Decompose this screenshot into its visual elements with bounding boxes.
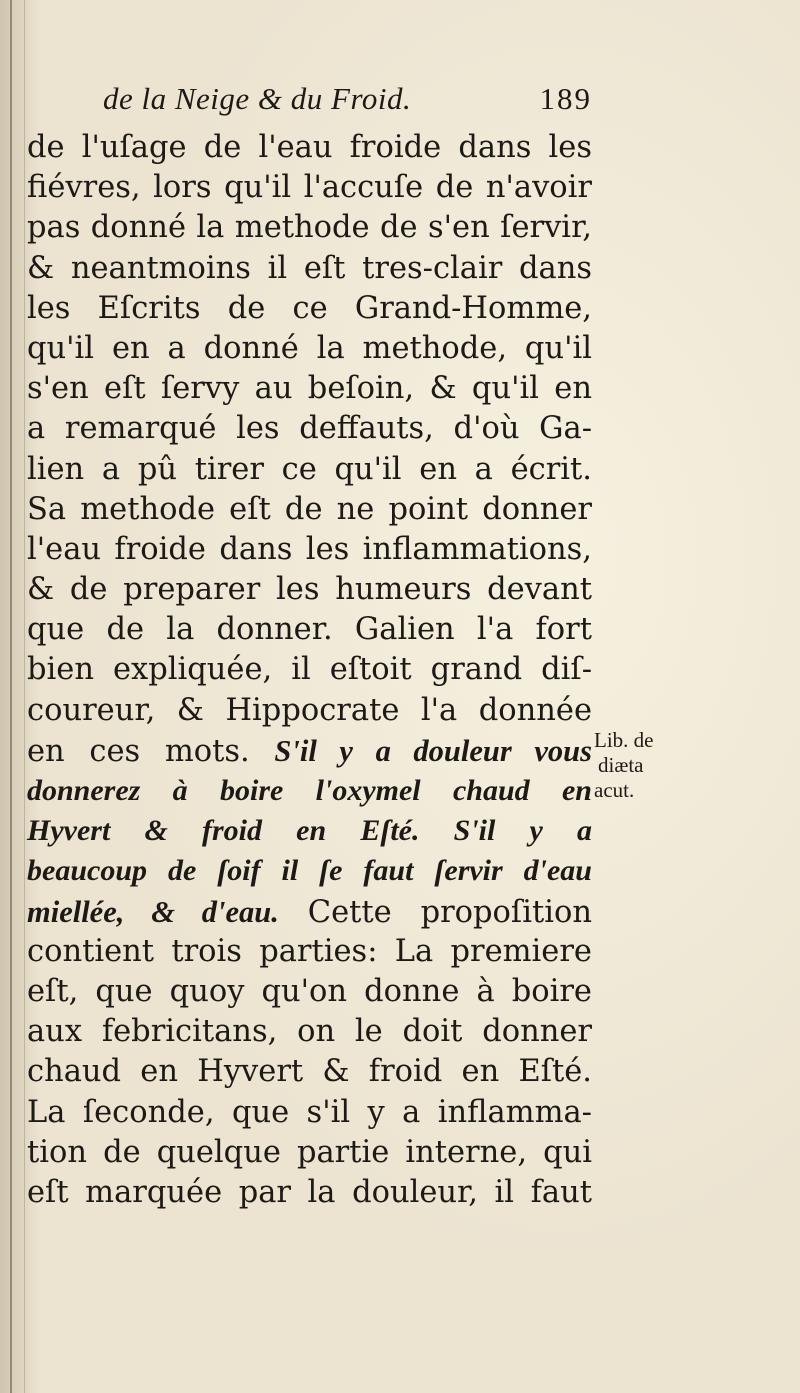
text-line: de l'uſage de l'eau froide dans les xyxy=(27,130,592,165)
text-line: lien a pû tirer ce qu'il en a écrit. xyxy=(27,451,592,487)
text-line: que de la donner. Galien l'a fort xyxy=(27,612,592,648)
text-line: pas donné la methode de s'en ſervir, xyxy=(27,210,592,246)
italic-quotation-line: donnerez à boire l'oxymel chaud en xyxy=(27,774,592,807)
text-segment: Cette propoſition xyxy=(307,894,592,930)
text-line: a remarqué les deffauts, d'où Ga- xyxy=(27,411,592,447)
binding-shadow xyxy=(24,0,25,1393)
text-line: qu'il en a donné la methode, qu'il xyxy=(27,330,592,366)
text-line: tion de quelque partie interne, qui xyxy=(27,1134,592,1170)
text-line: Sa methode eſt de ne point donner xyxy=(27,491,592,527)
text-line-mixed xyxy=(27,731,592,771)
italic-quotation-line: Hyvert & froid en Eſté. S'il y a xyxy=(27,814,592,848)
text-line: chaud en Hyvert & froid en Eſté. xyxy=(27,1054,592,1090)
page-header xyxy=(27,70,592,128)
running-title: de la Neige & du Froid. xyxy=(103,81,412,116)
text-line: contient trois parties: La premiere xyxy=(27,933,592,969)
text-line: eſt marquée par la douleur, il faut xyxy=(27,1174,592,1210)
text-line: l'eau froide dans les inflammations, xyxy=(27,531,592,567)
margin-note-line: diæta xyxy=(598,753,644,777)
margin-note-line: Lib. de xyxy=(594,728,654,752)
book-page xyxy=(27,70,592,1213)
body-text xyxy=(27,128,592,1213)
margin-note xyxy=(594,728,686,803)
italic-quotation: miellée, & d'eau. xyxy=(27,894,279,929)
text-line: bien expliquée, il eſtoit grand diſ- xyxy=(27,652,592,688)
text-line-mixed xyxy=(27,892,592,932)
text-line: les Eſcrits de ce Grand-Homme, xyxy=(27,290,592,326)
text-line: aux febricitans, on le doit donner xyxy=(27,1014,592,1050)
text-line: & de preparer les humeurs devant xyxy=(27,572,592,608)
text-line: s'en eſt ſervy au beſoin, & qu'il en xyxy=(27,371,592,407)
text-line: coureur, & Hippocrate l'a donnée xyxy=(27,692,592,728)
italic-quotation-line: beaucoup de ſoif il ſe faut ſervir d'eau xyxy=(27,854,592,888)
page-number: 189 xyxy=(539,81,592,116)
text-segment: en ces mots. xyxy=(27,733,250,769)
italic-quotation: S'il y a douleur vous xyxy=(274,733,592,768)
text-line: & neantmoins il eſt tres-clair dans xyxy=(27,250,592,286)
text-line: La ſeconde, que s'il y a inflamma- xyxy=(27,1094,592,1130)
binding-edge xyxy=(10,0,12,1393)
text-line: eſt, que quoy qu'on donne à boire xyxy=(27,973,592,1009)
text-line: fiévres, lors qu'il l'accuſe de n'avoir xyxy=(27,170,592,206)
margin-note-line: acut. xyxy=(594,778,635,802)
